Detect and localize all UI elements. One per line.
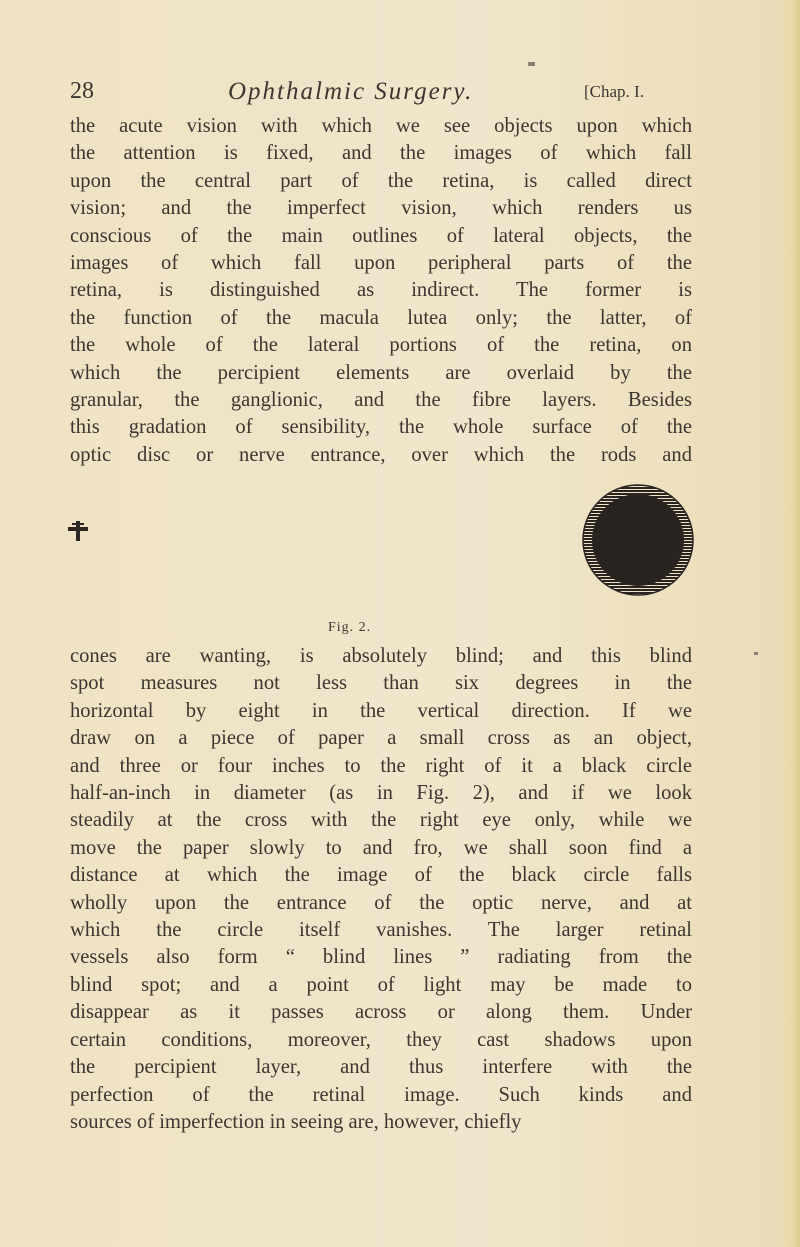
text-line: the function of the macula lutea only; the latter, of [70,306,692,329]
text-line: and three or four inches to the right of it a black circle [70,754,692,777]
text-line: conscious of the main outlines of lateral objects, the [70,224,692,247]
text-line: half-an-inch in diameter (as in Fig. 2), and if we look [70,782,692,805]
black-circle-icon [582,484,694,596]
text-line: which the circle itself vanishes. The larger retinal [70,919,692,942]
text-line: steadily at the cross with the right eye only, while we [70,809,692,832]
text-line: the attention is fixed, and the images of which fall [70,142,692,165]
paragraph-1 [70,113,692,469]
text-line: granular, the ganglionic, and the fibre layers. Besides [70,389,692,412]
page-header [70,78,660,110]
text-line: which the percipient elements are overlaid by the [70,361,692,384]
text-line: sources of imperfection in seeing are, however, chiefly [70,1110,522,1133]
text-line: cones are wanting, is absolutely blind; and this blind [70,645,692,667]
figure-caption: Fig. 2. [328,620,372,635]
text-line: optic disc or nerve entrance, over which the rods and [70,443,692,466]
text-line: the percipient layer, and thus interfere with the [70,1056,692,1079]
page-edge-shadow [778,0,800,1247]
print-speck [528,62,535,66]
running-title: Ophthalmic Surgery. [228,78,474,105]
text-line: wholly upon the entrance of the optic nerve, and at [70,891,692,914]
text-line: upon the central part of the retina, is called direct [70,169,692,192]
text-line: distance at which the image of the black circle falls [70,864,692,887]
paragraph-2 [70,643,692,1136]
text-line: images of which fall upon peripheral parts of the [70,252,692,275]
text-line: the whole of the lateral portions of the retina, on [70,334,692,357]
text-line: spot measures not less than six degrees in the [70,672,692,695]
text-line: disappear as it passes across or along them. Under [70,1001,692,1024]
text-line: retina, is distinguished as indirect. The former is [70,279,692,302]
chapter-label: [Chap. I. [584,82,644,101]
text-line: vessels also form “ blind lines ” radiating from the [70,946,692,969]
page-number: 28 [70,78,94,104]
text-line: perfection of the retinal image. Such kinds and [70,1083,692,1106]
text-line: this gradation of sensibility, the whole surface of the [70,416,692,439]
cross-icon [68,521,88,541]
text-line: blind spot; and a point of light may be made to [70,973,692,996]
text-line: draw on a piece of paper a small cross as an object, [70,727,692,750]
text-line: the acute vision with which we see objects upon which [70,115,692,137]
text-line: move the paper slowly to and fro, we shall soon find a [70,836,692,859]
text-line: vision; and the imperfect vision, which renders us [70,197,692,220]
text-line: horizontal by eight in the vertical direction. If we [70,699,692,722]
print-speck [754,652,758,655]
text-line: certain conditions, moreover, they cast shadows upon [70,1028,692,1051]
